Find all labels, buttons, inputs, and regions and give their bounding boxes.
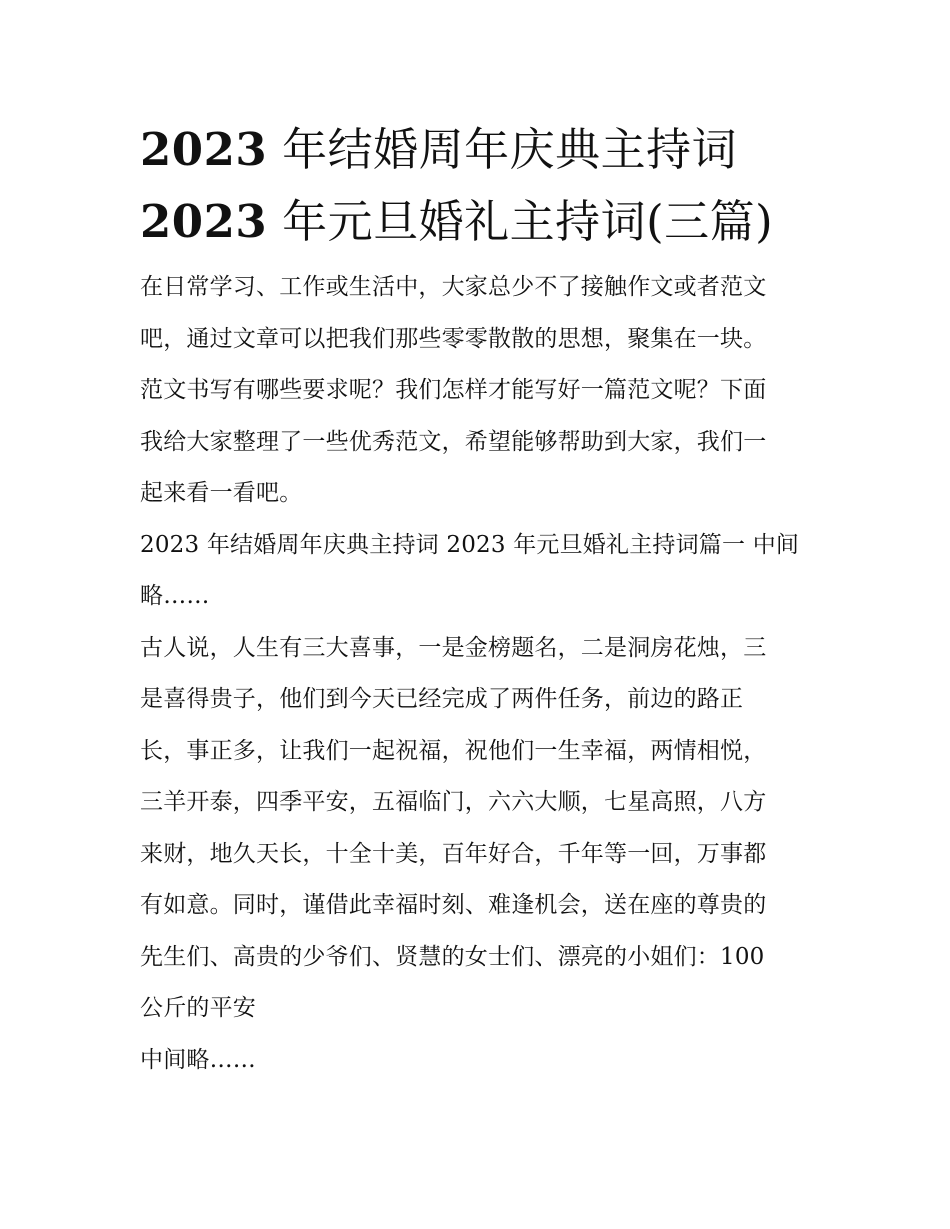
paragraph-line: 吧，通过文章可以把我们那些零零散散的思想，聚集在一块。: [140, 325, 767, 352]
paragraph-line: 2023 年结婚周年庆典主持词 2023 年元旦婚礼主持词篇一 中间: [140, 531, 800, 558]
paragraph-line: 三羊开泰，四季平安，五福临门，六六大顺，七星高照，八方: [140, 789, 767, 815]
paragraph-line: 古人说，人生有三大喜事，一是金榜题名，二是洞房花烛，三: [140, 634, 767, 661]
paragraph-line: 是喜得贵子，他们到今天已经完成了两件任务，前边的路正: [140, 686, 744, 712]
title-line-2-text: 年元旦婚礼主持词(三篇): [282, 195, 774, 248]
paragraph-line: 在日常学习、工作或生活中，大家总少不了接触作文或者范文: [140, 274, 767, 300]
paragraph-line: 中间略……: [140, 1046, 256, 1073]
title-line-1: [140, 114, 820, 186]
paragraph-line: 长，事正多，让我们一起祝福，祝他们一生幸福，两情相悦，: [140, 737, 767, 764]
paragraph-section-heading: [140, 520, 820, 623]
paragraph-blessing: [140, 623, 820, 1035]
title-line-1-text: 年结婚周年庆典主持词: [282, 123, 738, 176]
paragraph-line: 略……: [140, 583, 210, 609]
paragraph-intro: [140, 262, 820, 520]
title-line-1-year: 2023: [140, 123, 268, 176]
document-content: [140, 114, 820, 1086]
paragraph-line: 起来看一看吧。: [140, 480, 303, 506]
paragraph-line: 先生们、高贵的少爷们、贤慧的女士们、漂亮的小姐们：100: [140, 943, 765, 970]
document-title: [140, 114, 820, 258]
paragraph-line: 有如意。同时，谨借此幸福时刻、难逢机会，送在座的尊贵的: [140, 892, 767, 918]
paragraph-line: 范文书写有哪些要求呢？我们怎样才能写好一篇范文呢？下面: [140, 377, 767, 403]
title-line-2: [140, 186, 820, 258]
paragraph-omitted: [140, 1035, 820, 1087]
paragraph-line: 来财，地久天长，十全十美，百年好合，千年等一回，万事都: [140, 840, 767, 867]
paragraph-line: 公斤的平安: [140, 995, 256, 1021]
title-line-2-year: 2023: [140, 195, 268, 248]
paragraph-line: 我给大家整理了一些优秀范文，希望能够帮助到大家，我们一: [140, 428, 767, 455]
